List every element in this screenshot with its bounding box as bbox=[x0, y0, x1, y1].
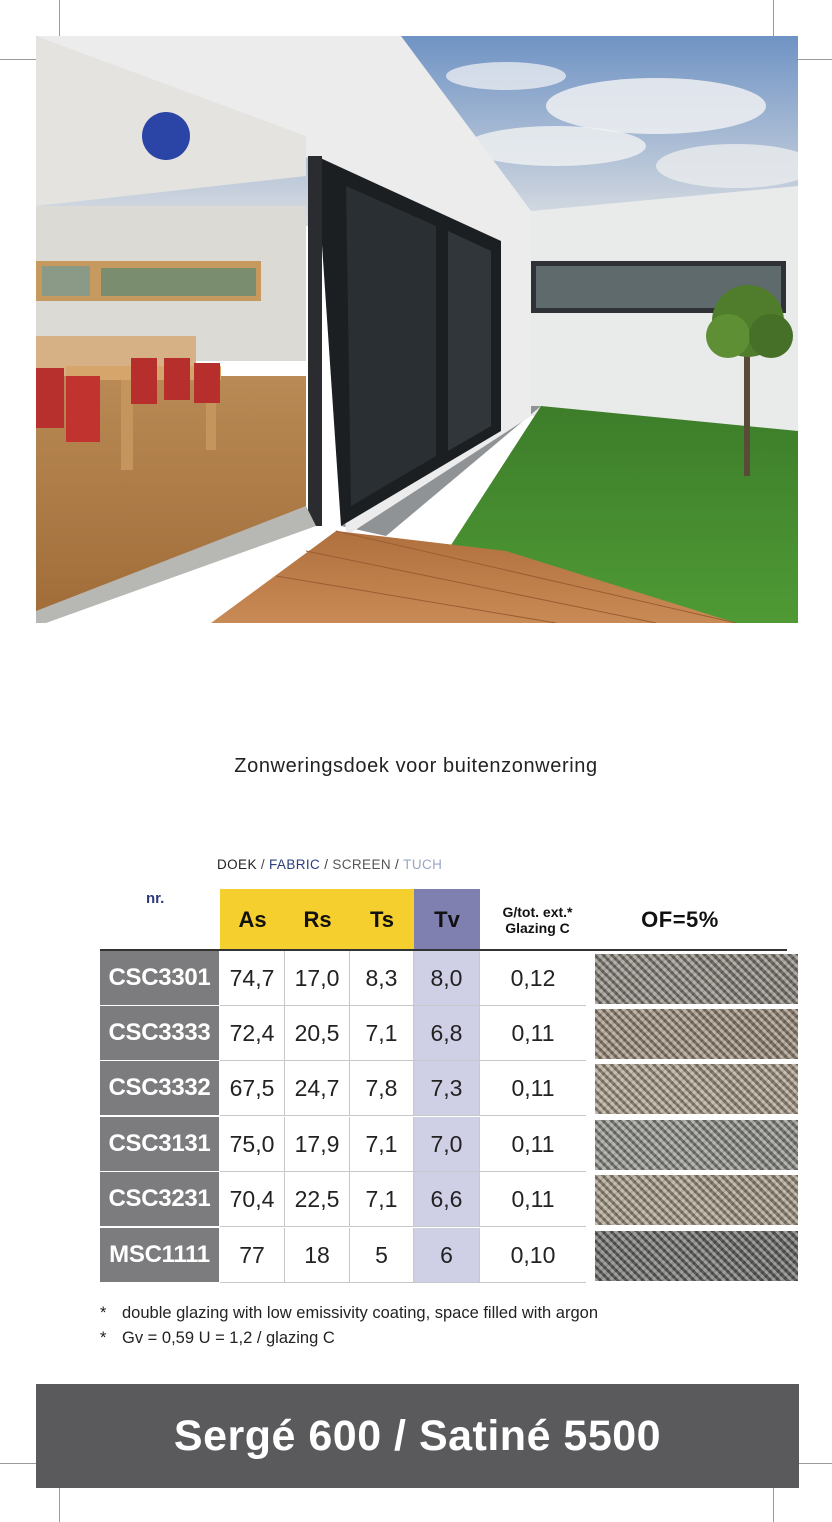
cell-rs: 24,7 bbox=[285, 1061, 350, 1116]
footnote-marker: * bbox=[100, 1304, 107, 1322]
cell-tv: 6,8 bbox=[414, 1006, 480, 1061]
cell-as: 70,4 bbox=[220, 1172, 285, 1227]
crop-mark bbox=[0, 1463, 38, 1464]
fabric-swatch bbox=[595, 1175, 798, 1225]
cell-rs: 18 bbox=[285, 1228, 350, 1283]
header-g-line1: G/tot. ext.* bbox=[502, 903, 573, 920]
legend-tuch: TUCH bbox=[403, 857, 443, 872]
cell-ts: 7,1 bbox=[350, 1117, 414, 1172]
footnote bbox=[100, 1304, 598, 1323]
fabric-swatch bbox=[595, 1120, 798, 1170]
cell-rs: 17,0 bbox=[285, 951, 350, 1006]
cell-g-total: 0,11 bbox=[480, 1117, 586, 1172]
cell-ts: 7,1 bbox=[350, 1172, 414, 1227]
header-g-line2: Glazing C bbox=[505, 919, 570, 936]
cell-tv: 6,6 bbox=[414, 1172, 480, 1227]
table-row bbox=[100, 1061, 798, 1116]
fabric-code: CSC3301 bbox=[100, 951, 219, 1006]
crop-mark bbox=[773, 1484, 774, 1522]
fabric-code: MSC1111 bbox=[100, 1228, 219, 1283]
fabric-code: CSC3131 bbox=[100, 1117, 219, 1172]
cell-rs: 20,5 bbox=[285, 1006, 350, 1061]
fabric-code: CSC3332 bbox=[100, 1061, 219, 1116]
fabric-swatch bbox=[595, 954, 798, 1004]
cell-as: 77 bbox=[220, 1228, 285, 1283]
table-row bbox=[100, 1117, 798, 1172]
footnote bbox=[100, 1329, 335, 1348]
legend-separator: / bbox=[395, 857, 400, 872]
cell-as: 75,0 bbox=[220, 1117, 285, 1172]
table-row bbox=[100, 1172, 798, 1227]
cell-tv: 6 bbox=[414, 1228, 480, 1283]
fabric-swatch bbox=[595, 1009, 798, 1059]
legend-screen: SCREEN bbox=[332, 857, 392, 872]
cell-ts: 7,8 bbox=[350, 1061, 414, 1116]
crop-mark bbox=[794, 1463, 832, 1464]
cell-g-total: 0,11 bbox=[480, 1172, 586, 1227]
cell-as: 72,4 bbox=[220, 1006, 285, 1061]
cell-g-total: 0,12 bbox=[480, 951, 586, 1006]
product-banner bbox=[36, 1384, 799, 1488]
table-row bbox=[100, 951, 798, 1006]
crop-mark bbox=[59, 1484, 60, 1522]
cell-ts: 7,1 bbox=[350, 1006, 414, 1061]
fabric-swatch bbox=[595, 1231, 798, 1281]
cell-as: 67,5 bbox=[220, 1061, 285, 1116]
fabric-language-legend bbox=[217, 857, 442, 872]
header-tv: Tv bbox=[414, 889, 480, 950]
product-title: Sergé 600 / Satiné 5500 bbox=[173, 1411, 662, 1460]
header-ts: Ts bbox=[350, 889, 414, 950]
cell-rs: 22,5 bbox=[285, 1172, 350, 1227]
header-as: As bbox=[220, 889, 285, 950]
cell-tv: 7,0 bbox=[414, 1117, 480, 1172]
cell-ts: 5 bbox=[350, 1228, 414, 1283]
cell-ts: 8,3 bbox=[350, 951, 414, 1006]
cell-tv: 8,0 bbox=[414, 951, 480, 1006]
header-g-total bbox=[480, 889, 595, 950]
legend-separator: / bbox=[324, 857, 329, 872]
legend-separator: / bbox=[260, 857, 266, 872]
crop-mark bbox=[0, 59, 38, 60]
legend-fabric: FABRIC bbox=[269, 857, 321, 872]
cell-as: 74,7 bbox=[220, 951, 285, 1006]
cell-rs: 17,9 bbox=[285, 1117, 350, 1172]
nr-label: nr. bbox=[146, 890, 165, 907]
cell-tv: 7,3 bbox=[414, 1061, 480, 1116]
cell-g-total: 0,11 bbox=[480, 1006, 586, 1061]
legend-doek: DOEK bbox=[217, 857, 257, 872]
subtitle: Zonweringsdoek voor buitenzonwering bbox=[234, 755, 598, 777]
fabric-code: CSC3333 bbox=[100, 1006, 219, 1061]
fabric-code: CSC3231 bbox=[100, 1172, 219, 1227]
crop-mark bbox=[59, 0, 60, 38]
footnote-text: double glazing with low emissivity coating, space filled with argon bbox=[122, 1304, 598, 1322]
cell-g-total: 0,10 bbox=[480, 1228, 586, 1283]
cell-g-total: 0,11 bbox=[480, 1061, 586, 1116]
crop-mark bbox=[773, 0, 774, 38]
table-row bbox=[100, 1228, 798, 1283]
fabric-swatch bbox=[595, 1064, 798, 1114]
footnote-marker: * bbox=[100, 1329, 107, 1347]
footnote-text: Gv = 0,59 U = 1,2 / glazing C bbox=[122, 1329, 335, 1347]
table-row bbox=[100, 1006, 798, 1061]
house-photo bbox=[36, 36, 798, 623]
header-openness: OF=5% bbox=[641, 906, 719, 932]
header-rs: Rs bbox=[285, 889, 350, 950]
crop-mark bbox=[794, 59, 832, 60]
